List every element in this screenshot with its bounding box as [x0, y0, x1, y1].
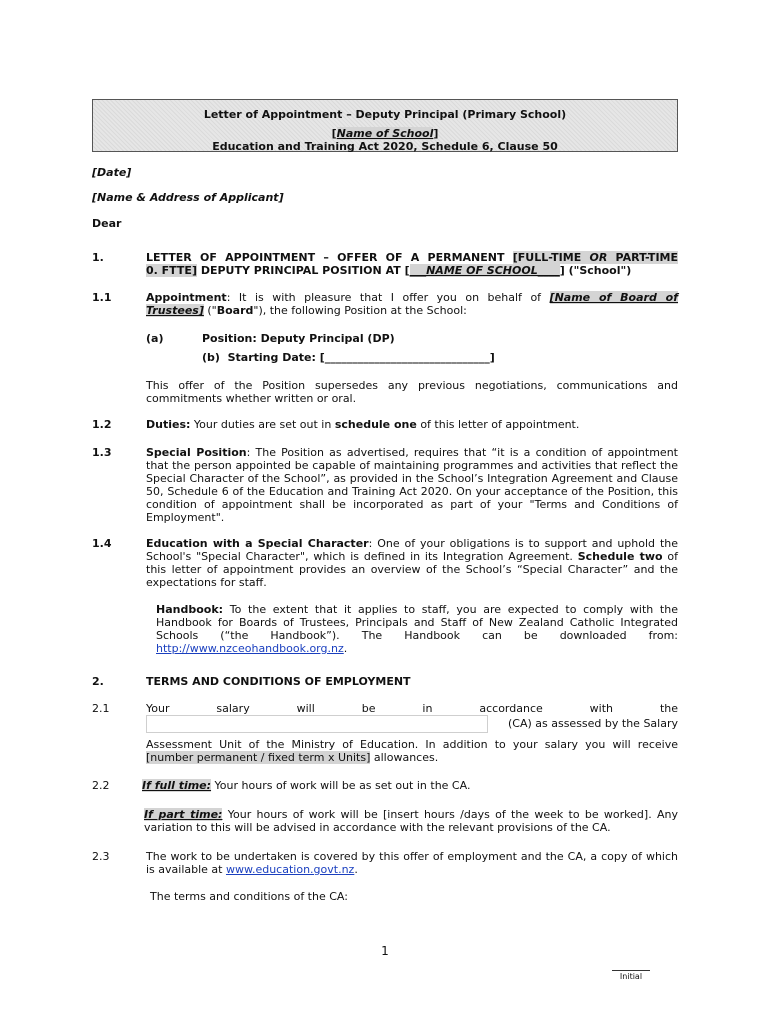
section-2-number: 2.: [92, 675, 104, 688]
special-character-label: Education with a Special Character: [146, 537, 369, 550]
section-1-heading: [146, 251, 678, 277]
section-1-heading-line2: [146, 264, 678, 277]
board-name-placeholder[interactable]: [Name of Board of: [549, 291, 679, 304]
bracket-open: [: [331, 127, 337, 140]
bracket-open: [: [404, 264, 410, 277]
appointment-label: Appointment: [146, 291, 227, 304]
schedule-two: Schedule two: [577, 550, 663, 563]
item-b-label: (b): [202, 351, 220, 364]
salary-line4: [146, 751, 678, 764]
text: The work to be undertaken is covered by this offer of employment and the CA, a copy of which is available at: [146, 850, 678, 876]
starting-date-field[interactable]: [______________________________]: [319, 351, 495, 364]
salary-line3: Assessment Unit of the Ministry of Education. In addition to your salary you will receive: [146, 738, 678, 751]
section-1-2-number: 1.2: [92, 418, 112, 431]
bracket-close: ]: [433, 127, 439, 140]
section-1-3-number: 1.3: [92, 446, 112, 459]
bracket-close: ]: [559, 264, 565, 277]
salutation: Dear: [92, 217, 122, 230]
section-1-1-text: [146, 291, 678, 317]
board-name-placeholder-2[interactable]: Trustees]: [146, 304, 204, 317]
handbook-paragraph: [156, 603, 678, 655]
fulltime-placeholder[interactable]: [513, 251, 678, 264]
page-number: 1: [381, 944, 389, 958]
item-a-text: Position: Deputy Principal (DP): [202, 332, 395, 345]
duties-label: Duties:: [146, 418, 191, 431]
section-1-4-text: [146, 537, 678, 589]
section-1-1-number: 1.1: [92, 291, 112, 304]
text: of this letter of appointment.: [416, 418, 580, 431]
section-1-2-text: [146, 418, 678, 431]
item-b-text: Starting Date:: [227, 351, 320, 364]
act-reference: Education and Training Act 2020, Schedule 6, Clause 50: [212, 140, 558, 153]
board-short-name: Board: [216, 304, 254, 317]
section-1-1-line2: [146, 304, 678, 317]
special-position-label: Special Position: [146, 446, 247, 459]
salary-ca-field[interactable]: [146, 715, 488, 733]
text: "), the following Position at the School:: [253, 304, 467, 317]
text: allowances.: [370, 751, 439, 764]
heading-or: OR: [589, 251, 608, 264]
text: .: [343, 642, 348, 655]
item-a-label: (a): [146, 332, 164, 345]
school-name-line: [93, 127, 677, 140]
letter-title: Letter of Appointment – Deputy Principal (Primary School): [203, 108, 567, 121]
text: Your duties are set out in: [190, 418, 335, 431]
part-time-label: If part time:: [144, 808, 223, 821]
supersedes-paragraph: This offer of the Position supersedes any previous negotiations, communications and commitments whether written or oral.: [146, 379, 678, 405]
initial-label: Initial: [619, 972, 643, 981]
salary-after-field: (CA) as assessed by the Salary: [507, 717, 678, 730]
special-position-text: : The Position as advertised, requires that “it is a condition of appointment that the person appointed be capable of maintaining programmes and activities that reflect the Special Character of the School”, as provided in the School’s Integration Agreement and Clause 50, Schedule 6 of the Education and Training Act 2020. On your acceptance of the Position, this condition of appointment shall be incorporated as part of your "Terms and Conditions of Employment".: [146, 446, 678, 524]
applicant-address-placeholder[interactable]: [Name & Address of Applicant]: [92, 191, 284, 204]
text: of this letter of appointment provides an overview of the School’s “Special Character” and the expectations for staff.: [146, 550, 678, 589]
full-time-label: If full time:: [142, 779, 212, 792]
heading-parttime: PART-TIME: [607, 251, 678, 264]
fte-placeholder[interactable]: 0. FTTE]: [146, 264, 197, 277]
handbook-link[interactable]: http://www.nzceohandbook.org.nz: [156, 642, 344, 655]
section-1-heading-line1: [146, 251, 678, 264]
section-1-1-line1: [146, 291, 678, 304]
initial-line: [612, 970, 650, 971]
school-name-placeholder[interactable]: Name of School: [336, 127, 434, 140]
appointment-text: : It is with pleasure that I offer you on behalf of: [226, 291, 550, 304]
school-short-name: ("School"): [564, 264, 632, 277]
schedule-one: schedule one: [334, 418, 417, 431]
text: : One of your obligations is to support and uphold the School's "Special Character", which is defined in its Integration Agreement.: [146, 537, 678, 563]
heading-fulltime: [FULL-TIME: [512, 251, 590, 264]
part-time-text: Your hours of work will be [insert hours /days of the week to be worked]. Any variation to this will be advised in accordance with the relevant provisions of the CA.: [144, 808, 678, 834]
handbook-label: Handbook:: [156, 603, 224, 616]
part-time-paragraph: [144, 808, 678, 834]
heading-text-2: DEPUTY PRINCIPAL POSITION AT: [196, 264, 405, 277]
section-2-3-text: [146, 850, 678, 876]
allowances-placeholder[interactable]: [number permanent / fixed term x Units]: [146, 751, 371, 764]
handbook-text: To the extent that it applies to staff, you are expected to comply with the Handbook for Boards of Trustees, Principals and Staff of New Zealand Catholic Integrated Schools (“the Handbook”). The Handbook can be downloaded from:: [156, 603, 678, 642]
text: (": [203, 304, 217, 317]
text: .: [354, 863, 358, 876]
date-placeholder[interactable]: [Date]: [92, 166, 132, 179]
section-2-3-number: 2.3: [92, 850, 110, 863]
salary-line1: Your salary will be in accordance with the: [146, 702, 678, 715]
section-2-1-number: 2.1: [92, 702, 110, 715]
section-2-2-number: 2.2: [92, 779, 110, 792]
section-2-heading: TERMS AND CONDITIONS OF EMPLOYMENT: [146, 675, 411, 688]
section-1-number: 1.: [92, 251, 104, 264]
section-1-3-text: [146, 446, 678, 524]
school-name-field[interactable]: ___NAME OF SCHOOL____: [409, 264, 560, 277]
ca-terms-line: The terms and conditions of the CA:: [150, 890, 348, 903]
full-time-line: [142, 779, 678, 792]
section-1-4-number: 1.4: [92, 537, 112, 550]
full-time-text: Your hours of work will be as set out in the CA.: [211, 779, 471, 792]
letter-header-box: [92, 99, 678, 152]
education-govt-link[interactable]: www.education.govt.nz: [225, 863, 355, 876]
heading-text: LETTER OF APPOINTMENT – OFFER OF A PERMANENT: [146, 251, 513, 264]
item-b: [202, 351, 495, 364]
